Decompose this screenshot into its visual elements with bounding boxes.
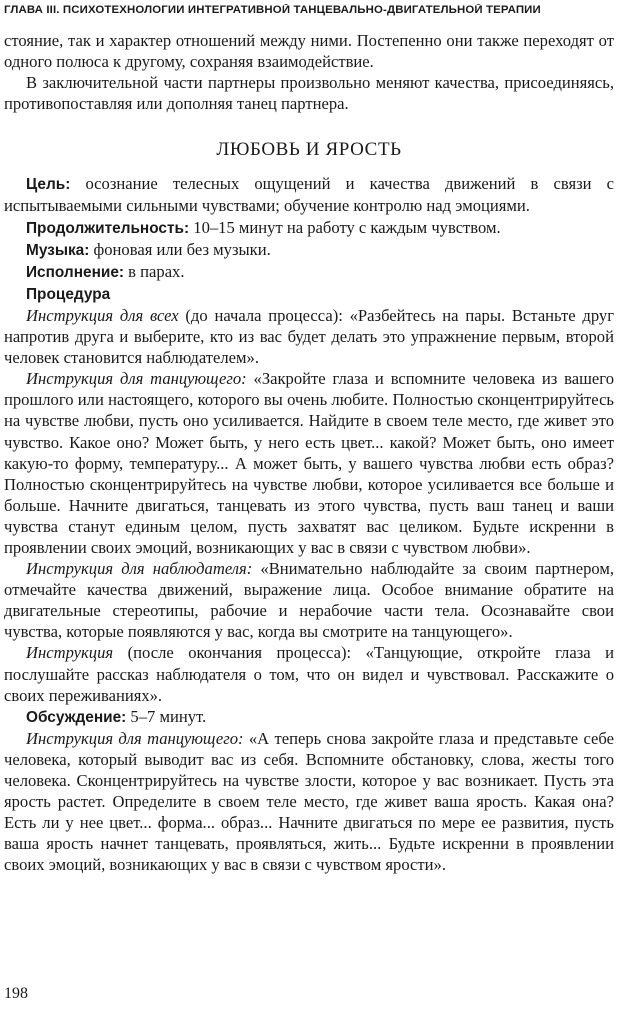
- duration-text: 10–15 минут на работу с каждым чувством.: [189, 217, 501, 237]
- instruction-dancer2-label: Инструкция для танцующего:: [26, 728, 244, 748]
- body-text: [4, 30, 614, 875]
- procedure-label: Процедура: [26, 285, 111, 303]
- running-header: ГЛАВА III. ПСИХОТЕХНОЛОГИИ ИНТЕГРАТИВНОЙ ТАНЦЕВАЛЬНО-ДВИГАТЕЛЬНОЙ ТЕРАПИИ: [4, 4, 541, 16]
- performance-label: Исполнение:: [26, 263, 125, 281]
- instruction-dancer-paragraph: [4, 368, 614, 558]
- music-paragraph: [4, 239, 614, 261]
- instruction-dancer2-text: «А теперь снова закройте глаза и представьте себе человека, который выводит вас из себя. Вспомните обстановку, слова, жесты того человека. Сконцентрируйтесь на чувстве злости, которое у вас возникает. Пусть эта ярость растет. Определите в своем теле место, где живет ваша ярость. Какая она? Есть ли у нее цвет... форма... образ... Начните двигаться по мере ее развития, пусть ваша ярость начнет танцевать, проявляться, жить... Будьте искренни в проявлении своих эмоций, возникающих у вас в связи с чувством ярости».: [4, 728, 614, 875]
- procedure-paragraph: [4, 283, 614, 305]
- discussion-paragraph: [4, 706, 614, 728]
- duration-paragraph: [4, 217, 614, 239]
- goal-label: Цель:: [26, 176, 71, 194]
- instruction-dancer2-paragraph: [4, 728, 614, 876]
- performance-text: в парах.: [124, 261, 185, 281]
- instruction-dancer-text: «Закройте глаза и вспомните человека из вашего прошлого или настоящего, которого вы очень любите. Полностью сконцентрируйтесь на чувстве любви, пусть оно усиливается. Найдите в своем теле место, где живет это чувство. Какое оно? Может быть, у него есть цвет... какой? Может быть, оно имеет какую-то форму, температуру... А может быть, у вашего чувства любви есть образ? Полностью сконцентрируйтесь на чувстве любви, которое усиливается все больше и больше. Начните двигаться, танцевать из этого чувства, пусть ваш танец и ваши чувства станут единым целом, пусть захватят вас целиком. Будьте искренни в проявлении своих эмоций, возникающих у вас в связи с чувством любви».: [4, 369, 614, 557]
- music-text: фоновая или без музыки.: [89, 239, 271, 259]
- page-number: 198: [4, 985, 28, 1002]
- goal-text: осознание телесных ощущений и качества движений в связи с испытываемыми сильными чувствами; обучение контролю над эмоциями.: [4, 174, 614, 216]
- intro-paragraph-2: В заключительной части партнеры произвольно меняют качества, присоединяясь, противопоставляя или дополняя танец партнера.: [4, 73, 614, 114]
- instruction-all-label: Инструкция для всех: [26, 305, 179, 325]
- performance-paragraph: [4, 261, 614, 283]
- instruction-after-paragraph: [4, 642, 614, 705]
- section-heading: ЛЮБОВЬ И ЯРОСТЬ: [216, 139, 402, 161]
- discussion-label: Обсуждение:: [26, 708, 127, 726]
- discussion-text: 5–7 минут.: [126, 706, 207, 726]
- instruction-after-text: (после окончания процесса): «Танцующие, откройте глаза и послушайте рассказ наблюдателя о том, что он видел и чувствовал. Расскажите о своих переживаниях».: [4, 643, 614, 705]
- goal-paragraph: [4, 173, 614, 216]
- duration-label: Продолжительность:: [26, 219, 190, 237]
- instruction-dancer-label: Инструкция для танцующего:: [26, 369, 247, 389]
- instruction-observer-text: «Внимательно наблюдайте за своим партнером, отмечайте качества движений, выражение лица. Особое внимание обратите на двигательные стереотипы, рабочие и нерабочие части тела. Осознавайте свои чувства, которые появляются у вас, когда вы смотрите на танцующего».: [4, 559, 614, 642]
- instruction-observer-label: Инструкция для наблюдателя:: [26, 559, 253, 579]
- instruction-all-paragraph: [4, 305, 614, 368]
- instruction-after-label: Инструкция: [26, 643, 114, 663]
- instruction-observer-paragraph: [4, 558, 614, 642]
- music-label: Музыка:: [26, 241, 90, 259]
- instruction-all-text: (до начала процесса): «Разбейтесь на пары. Встаньте друг напротив друга и выберите, кто из вас будет делать это упражнение первым, второй человек становится наблюдателем».: [4, 305, 615, 368]
- intro-paragraph-1: стояние, так и характер отношений между ними. Постепенно они также переходят от одного полюса к другому, сохраняя взаимодействие.: [4, 31, 614, 72]
